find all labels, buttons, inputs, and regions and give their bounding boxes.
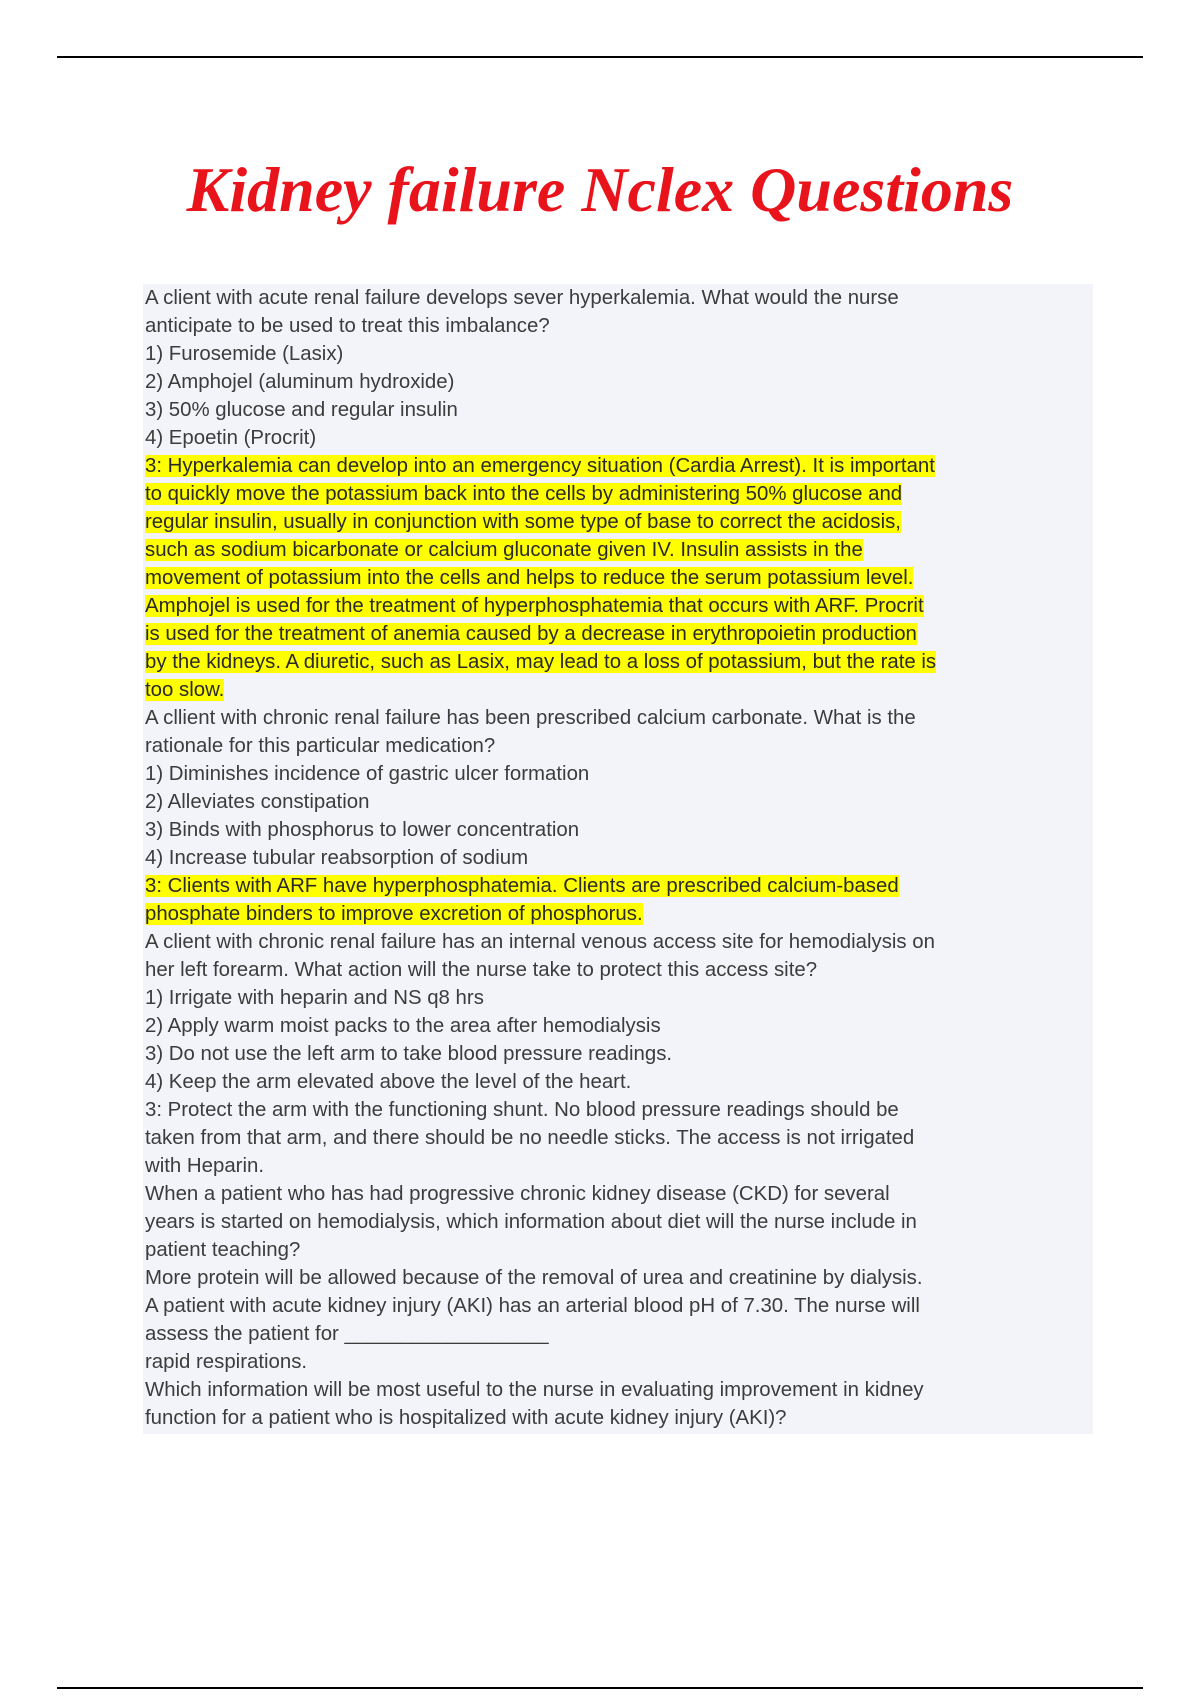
answer-line: such as sodium bicarbonate or calcium gluconate given IV. Insulin assists in the (145, 539, 863, 561)
answer-line: 3: Hyperkalemia can develop into an emergency situation (Cardia Arrest). It is important (145, 455, 935, 477)
answer-line: movement of potassium into the cells and helps to reduce the serum potassium level. (145, 567, 914, 589)
answer-line: by the kidneys. A diuretic, such as Lasix, may lead to a loss of potassium, but the rate is (145, 651, 937, 673)
answer-line: to quickly move the potassium back into the cells by administering 50% glucose and (145, 483, 903, 505)
question-1-option-2: 2) Amphojel (aluminum hydroxide) (145, 371, 455, 393)
question-4-text-line-2: years is started on hemodialysis, which information about diet will the nurse include in (145, 1211, 917, 1233)
question-3-option-4: 4) Keep the arm elevated above the level of the heart. (145, 1071, 632, 1093)
question-3-text-line-2: her left forearm. What action will the nurse take to protect this access site? (145, 959, 818, 981)
answer-line: with Heparin. (145, 1155, 264, 1177)
answer-line: 3: Clients with ARF have hyperphosphatemia. Clients are prescribed calcium-based (145, 875, 899, 897)
top-rule (57, 56, 1143, 58)
question-3-answer (145, 1096, 1093, 1180)
question-4 (145, 1180, 1093, 1292)
question-2-option-1: 1) Diminishes incidence of gastric ulcer formation (145, 763, 590, 785)
answer-line: regular insulin, usually in conjunction with some type of base to correct the acidosis, (145, 511, 901, 533)
question-2-option-2: 2) Alleviates constipation (145, 791, 370, 813)
question-4-answer: More protein will be allowed because of the removal of urea and creatinine by dialysis. (145, 1267, 923, 1289)
answer-line: too slow. (145, 679, 225, 701)
question-2-answer (145, 872, 1093, 928)
question-3-text-line-1: A client with chronic renal failure has an internal venous access site for hemodialysis on (145, 931, 935, 953)
answer-line: 3: Protect the arm with the functioning shunt. No blood pressure readings should be (145, 1099, 899, 1121)
document-title: Kidney failure Nclex Questions (186, 154, 1014, 225)
question-1-option-3: 3) 50% glucose and regular insulin (145, 399, 458, 421)
bottom-rule (57, 1687, 1143, 1689)
question-1-text-line-1: A client with acute renal failure develops sever hyperkalemia. What would the nurse (145, 287, 899, 309)
question-1-option-4: 4) Epoetin (Procrit) (145, 427, 317, 449)
question-1-text-line-2: anticipate to be used to treat this imbalance? (145, 315, 550, 337)
question-2-text-line-1: A cllient with chronic renal failure has been prescribed calcium carbonate. What is the (145, 707, 916, 729)
question-1-option-1: 1) Furosemide (Lasix) (145, 343, 344, 365)
question-2-option-4: 4) Increase tubular reabsorption of sodium (145, 847, 529, 869)
question-2-text-line-2: rationale for this particular medication? (145, 735, 496, 757)
question-6-text-line-1: Which information will be most useful to the nurse in evaluating improvement in kidney (145, 1379, 924, 1401)
question-3 (145, 928, 1093, 1180)
question-4-text-line-1: When a patient who has had progressive chronic kidney disease (CKD) for several (145, 1183, 890, 1205)
question-5-text-line-1: A patient with acute kidney injury (AKI) has an arterial blood pH of 7.30. The nurse will (145, 1295, 920, 1317)
answer-line: taken from that arm, and there should be no needle sticks. The access is not irrigated (145, 1127, 915, 1149)
question-5-text-line-2: assess the patient for __________________ (145, 1323, 549, 1345)
question-4-text-line-3: patient teaching? (145, 1239, 301, 1261)
question-3-option-2: 2) Apply warm moist packs to the area after hemodialysis (145, 1015, 661, 1037)
answer-line: Amphojel is used for the treatment of hyperphosphatemia that occurs with ARF. Procrit (145, 595, 924, 617)
question-1 (145, 284, 1093, 704)
answer-line: phosphate binders to improve excretion of phosphorus. (145, 903, 643, 925)
question-1-answer (145, 452, 1093, 704)
question-3-option-3: 3) Do not use the left arm to take blood pressure readings. (145, 1043, 673, 1065)
questions-body (143, 284, 1093, 1434)
question-6-text-line-2: function for a patient who is hospitalized with acute kidney injury (AKI)? (145, 1407, 787, 1429)
question-5 (145, 1292, 1093, 1376)
answer-line: is used for the treatment of anemia caused by a decrease in erythropoietin production (145, 623, 917, 645)
question-3-option-1: 1) Irrigate with heparin and NS q8 hrs (145, 987, 484, 1009)
question-2 (145, 704, 1093, 928)
question-6 (145, 1376, 1093, 1432)
question-2-option-3: 3) Binds with phosphorus to lower concentration (145, 819, 580, 841)
question-5-answer: rapid respirations. (145, 1351, 308, 1373)
